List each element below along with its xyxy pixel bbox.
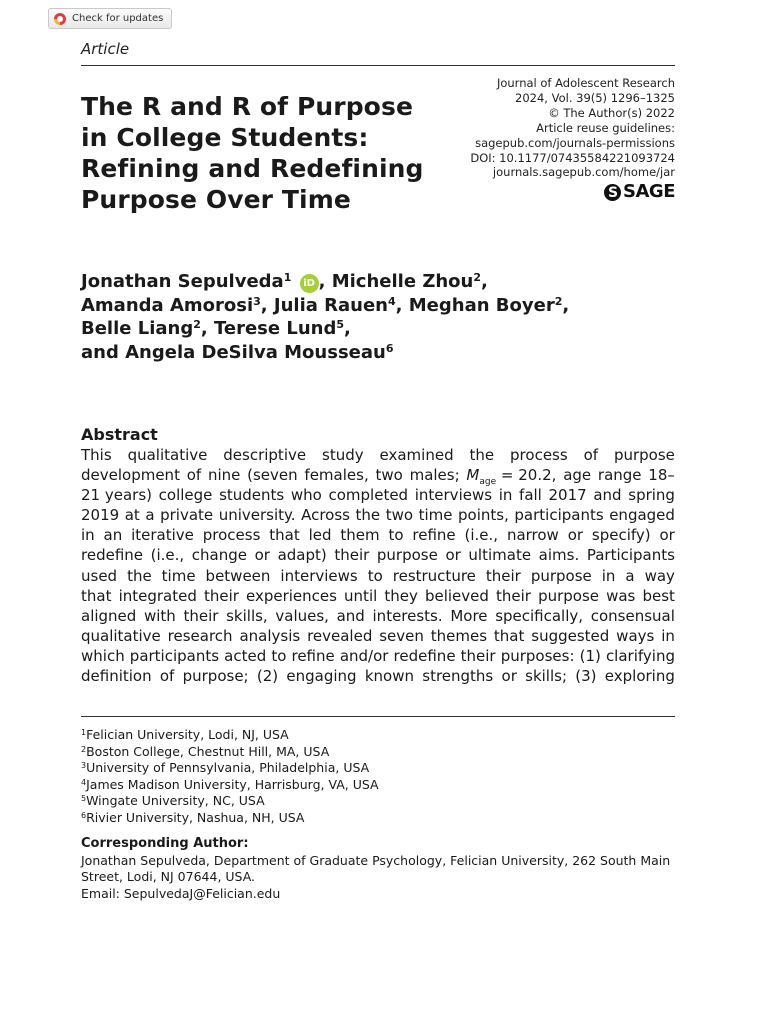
affiliation-ref: 1 [283,271,292,284]
abstract-line [81,566,675,586]
corresponding-author [81,836,681,902]
abstract-word: engaging [286,667,357,686]
abstract-word: Across [301,506,350,525]
permissions-link[interactable]: sagepub.com/journals-permissions [475,135,675,150]
affiliation-item [81,744,379,761]
abstract-word: believed [424,586,489,605]
title-line: The R and R of Purpose [81,92,413,121]
corresponding-heading: Corresponding Author: [81,836,249,851]
affiliation-item [81,777,379,794]
affiliation-list [81,727,379,827]
abstract-word: purpose; [182,667,249,686]
abstract-word: the [469,446,495,464]
affiliation-item [81,760,379,777]
orcid-icon[interactable]: iD [300,274,319,293]
affiliation-text: Wingate University, NC, USA [86,793,265,809]
abstract-word: was [606,586,636,605]
author-line [81,341,681,365]
affiliation-text: James Madison University, Harrisburg, VA, USA [86,776,379,792]
abstract-word: This [81,446,112,464]
abstract-word: points, [458,506,509,525]
affiliation-number: 5 [81,794,87,804]
affiliation-ref: 6 [385,341,394,355]
title-line: Purpose Over Time [81,185,351,214]
abstract-word: skills; [525,667,568,686]
abstract-word: their [485,566,521,585]
abstract-word: of [583,446,599,464]
abstract-word: or [567,526,584,545]
abstract-word: of [186,466,202,485]
abstract-word: 21 years) [81,486,152,505]
abstract-word: narrow [506,526,559,545]
abstract-word: or [254,546,270,565]
affiliation-ref: 5 [336,318,345,331]
abstract-word: purpose [376,546,438,565]
abstract-word: definition [81,667,152,686]
footnote-divider [81,716,675,717]
abstract-word: revealed [307,626,373,645]
crossmark-icon [54,13,66,25]
abstract-word: process [202,526,261,545]
abstract-word: research [167,626,233,645]
abstract-word: two [385,506,414,525]
abstract-word: that [81,586,112,605]
abstract-word: process [510,446,568,464]
affiliation-ref: 4 [388,294,396,308]
author-name: Amanda Amorosi [81,294,254,316]
abstract-word: analysis [239,626,301,645]
abstract-word: refine [291,646,335,665]
abstract-word: or [445,546,461,565]
abstract-body [81,445,675,686]
journal-volume: 2024, Vol. 39(5) 1296–1325 [515,90,675,105]
article-type-label: Article [81,40,130,58]
affiliation-ref: 2 [554,294,563,308]
abstract-word: range [597,466,642,485]
abstract-line [81,606,675,626]
doi-link[interactable]: DOI: 10.1177/07435584221093724 [470,150,675,165]
author-separator: , [344,318,351,339]
abstract-word: to [271,646,287,665]
abstract-word: their [203,586,239,605]
abstract-word: in [601,566,616,585]
abstract-word: time [418,506,453,525]
abstract-word: an [103,526,123,545]
abstract-word: a [145,506,155,525]
abstract-word: qualitative [81,626,161,645]
abstract-word: (i.e., [464,526,499,545]
abstract-word: age [563,466,592,485]
abstract-word: the [127,566,152,585]
author-line [81,270,681,294]
abstract-word: university. [218,506,296,525]
abstract-line [81,505,675,525]
sage-logo [604,182,675,202]
author-name: , Julia Rauen [260,294,388,316]
abstract-word: females, [304,466,369,485]
mean-symbol: M [466,466,480,485]
abstract-word: (3) [575,667,597,686]
affiliation-ref: 2 [473,271,482,284]
abstract-word: (1) [579,646,601,665]
abstract-word: change [191,546,247,565]
mean-subscript: age [479,477,497,488]
author-separator: , [562,294,570,316]
affiliation-number: 6 [81,810,87,820]
affiliation-text: Boston College, Chestnut Hill, MA, USA [86,743,330,759]
affiliation-text: University of Pennsylvania, Philadelphia, USA [86,760,370,776]
header-divider [81,65,675,66]
corresponding-address-line: Street, Lodi, NJ 07644, USA. [81,869,256,885]
abstract-word: interests. [372,606,443,625]
affiliation-number: 3 [81,761,87,771]
abstract-word: themes [430,626,488,645]
abstract-word: participants [129,646,220,665]
abstract-word: skills, [226,606,268,625]
abstract-word: and [593,486,622,505]
abstract-word: integrated [118,586,197,605]
abstract-word: values, [275,606,329,625]
abstract-word: interviews [280,566,358,585]
check-for-updates-label: Check for updates [72,13,164,24]
abstract-word: examined [379,446,454,464]
abstract-heading: Abstract [81,425,158,444]
article-title [81,91,441,215]
abstract-word: redefine [81,546,143,565]
abstract-word: redefine [393,646,456,665]
affiliation-text: Rivier University, Nashua, NH, USA [86,809,305,825]
abstract-line [81,646,675,666]
abstract-line [81,545,675,565]
abstract-word: college [158,486,213,505]
author-list [81,270,681,364]
abstract-word: acted [224,646,267,665]
abstract-word: spring [628,486,675,505]
abstract-word: way [644,566,675,585]
abstract-word: refine [412,526,456,545]
abstract-word: nine [207,466,241,485]
abstract-word: purposes: [500,646,575,665]
check-for-updates-button[interactable] [48,8,172,29]
abstract-word: to [367,566,383,585]
abstract-word: them [340,526,380,545]
abstract-word: study [322,446,364,464]
abstract-word: specifically, [495,606,584,625]
abstract-line [81,586,675,606]
abstract-word: students [219,486,285,505]
abstract-word: until [344,586,378,605]
abstract-word: best [642,586,675,605]
abstract-word: restructure [392,566,476,585]
corresponding-email[interactable]: Email: SepulvedaJ@Felician.edu [81,885,281,901]
affiliation-item [81,793,379,810]
journal-meta [470,76,675,205]
abstract-line [81,666,675,686]
corresponding-address-line: Jonathan Sepulveda, Department of Graduate Psychology, Felician University, 262 South Main [81,852,671,868]
abstract-word: private [160,506,214,525]
abstract-word: purpose [613,446,675,464]
abstract-word: at [124,506,140,525]
abstract-word: iterative [131,526,194,545]
abstract-line [81,445,675,465]
affiliation-number: 1 [81,728,87,737]
abstract-word: two [375,466,403,485]
abstract-word: that [493,626,525,645]
abstract-word: in [498,486,513,505]
abstract-word: their [460,646,496,665]
abstract-word: and/or [339,646,389,665]
abstract-word: aligned [81,606,137,625]
affiliation-number: 2 [81,744,87,754]
abstract-word: in [81,526,95,545]
abstract-word: they [384,586,418,605]
author-name: and Angela DeSilva Mousseau [81,341,386,363]
abstract-word: engaged [609,506,675,525]
abstract-word: the [355,506,381,525]
abstract-line [81,465,675,488]
abstract-word: strengths [422,667,494,686]
author-name: , Michelle Zhou [318,271,474,292]
mean-equals: = 20.2, [496,466,557,485]
abstract-word: or [501,667,517,686]
abstract-word: More [450,606,488,625]
abstract-word: in [661,626,675,645]
abstract-word: between [205,566,271,585]
journal-name: Journal of Adolescent Research [496,76,675,90]
abstract-word: that [269,526,300,545]
abstract-word: males; [409,466,460,485]
affiliation-number: 4 [81,777,87,787]
abstract-word: seven [379,626,424,645]
abstract-word: known [364,667,414,686]
sage-mark-icon [604,184,621,201]
abstract-word: used [81,566,118,585]
abstract-line [81,485,675,505]
abstract-word: and [336,606,365,625]
abstract-word: of [159,667,175,686]
affiliation-ref: 2 [193,318,201,331]
reuse-guidelines-label: Article reuse guidelines: [536,120,675,135]
abstract-word: development [81,466,180,485]
abstract-word: specify) [591,526,651,545]
abstract-word: suggested [531,626,610,645]
abstract-word: fall [519,486,542,505]
abstract-word: ultimate [468,546,532,565]
abstract-word: (2) [256,667,279,686]
title-line: in College Students: [81,123,369,152]
abstract-word: experiences [246,586,337,605]
author-name: , Meghan Boyer [395,294,555,316]
affiliation-ref: 3 [253,294,261,308]
abstract-word: interviews [414,486,493,505]
author-line [81,294,681,318]
author-name: , Terese Lund [200,318,337,339]
abstract-word: their [334,546,370,565]
author-line [81,317,681,341]
abstract-word: participants [514,506,604,525]
abstract-word: completed [328,486,409,505]
abstract-word: which [81,646,125,665]
abstract-word: Participants [586,546,675,565]
affiliation-item [81,727,379,744]
abstract-word: descriptive [223,446,307,464]
abstract-word: their [183,606,219,625]
abstract-word: or [659,526,675,545]
abstract-word: to [388,526,404,545]
title-line: Refining and Redefining [81,154,424,183]
abstract-line [81,626,675,646]
abstract-word: a [625,566,635,585]
abstract-word: 18– [648,466,675,485]
author-name: Jonathan Sepulveda [81,271,284,292]
abstract-word: ways [616,626,655,645]
abstract-word: (i.e., [150,546,185,565]
abstract-word: qualitative [127,446,208,464]
abstract-word: exploring [604,667,675,686]
abstract-word: 2017 [548,486,587,505]
abstract-word: time [161,566,196,585]
abstract-word: their [496,586,531,605]
sage-logo-text: SAGE [623,181,675,203]
journal-home-link[interactable]: journals.sagepub.com/home/jar [492,165,675,180]
abstract-word: led [308,526,332,545]
affiliation-item [81,810,379,827]
abstract-word: purpose [538,586,599,605]
abstract-word: who [290,486,322,505]
abstract-word: with [143,606,176,625]
affiliation-text: Felician University, Lodi, NJ, USA [86,727,289,742]
abstract-word: purpose [530,566,592,585]
copyright: © The Author(s) 2022 [548,105,675,120]
abstract-word: (seven [247,466,298,485]
mean-age-value [466,465,557,488]
abstract-line [81,525,675,545]
abstract-word: aims. [538,546,580,565]
abstract-word: consensual [590,606,675,625]
abstract-word: adapt) [277,546,327,565]
author-separator: , [481,271,488,292]
abstract-word: 2019 [81,506,120,525]
abstract-word: clarifying [605,646,675,665]
author-name: Belle Liang [81,318,194,339]
